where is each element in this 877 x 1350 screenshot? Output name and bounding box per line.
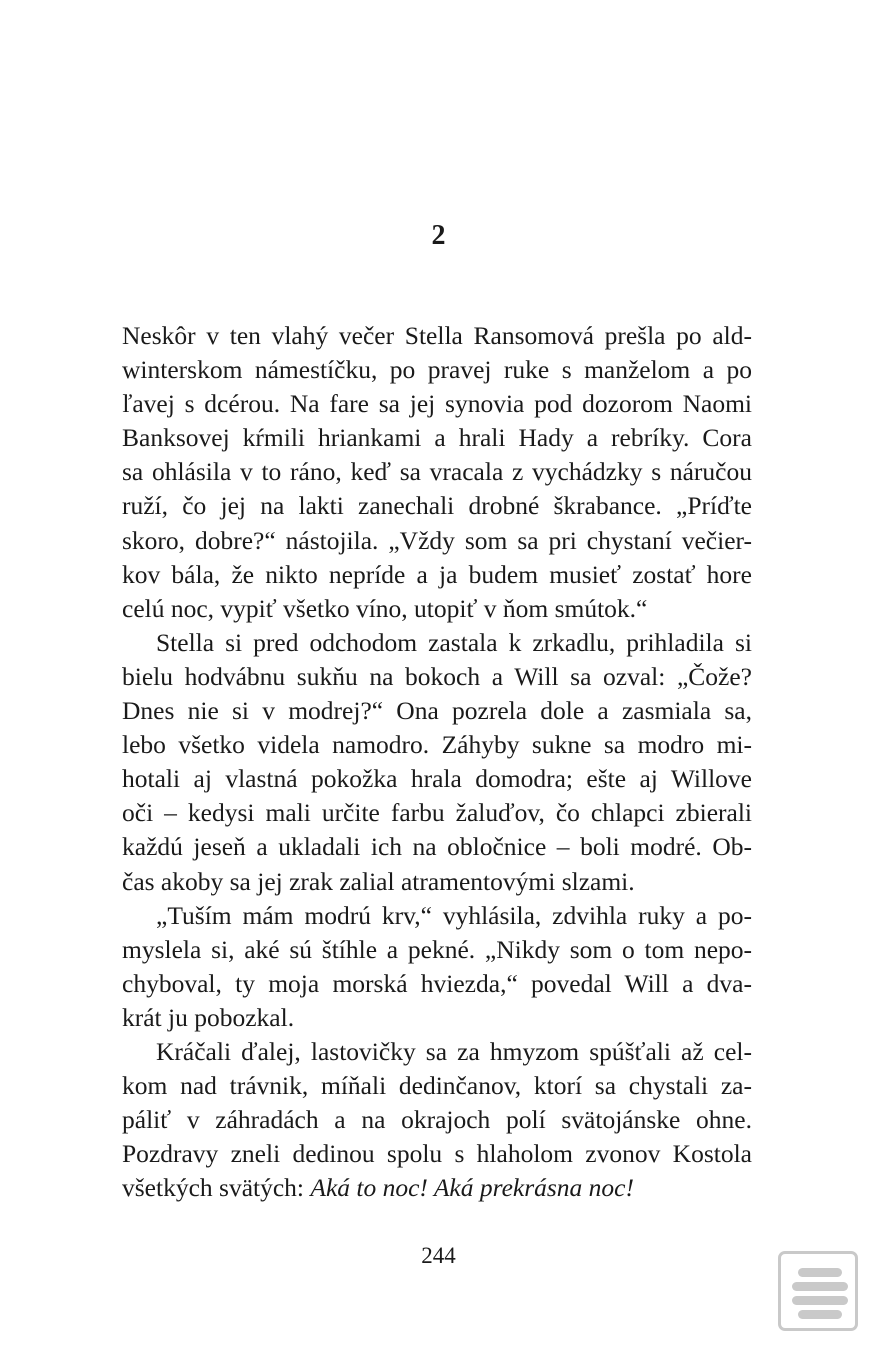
- text-line: páliť v záhradách a na okrajoch polí svätojánske ohne.: [122, 1105, 752, 1135]
- text-line: celú noc, vypiť všetko víno, utopiť v ňom smútok.“: [122, 593, 648, 623]
- text-line-normal: všetkých svätých:: [122, 1173, 311, 1203]
- text-line: oči – kedysi mali určite farbu žaluďov, čo chlapci zbierali: [122, 798, 752, 828]
- text-line: Stella si pred odchodom zastala k zrkadlu, prihladila si: [156, 627, 752, 657]
- text-line: myslela si, aké sú štíhle a pekné. „Nikdy som o tom nepo-: [122, 934, 752, 964]
- text-line: každú jeseň a ukladali ich na obločnice – boli modré. Ob-: [122, 832, 752, 862]
- text-line: winterskom námestíčku, po pravej ruke s manželom a po: [122, 355, 752, 385]
- text-line: ľavej s dcérou. Na fare sa jej synovia pod dozorom Naomi: [122, 389, 752, 419]
- text-line: kov bála, že nikto nepríde a ja budem musieť zostať hore: [122, 559, 752, 589]
- text-line: skoro, dobre?“ nástojila. „Vždy som sa pri chystaní večier-: [122, 525, 752, 555]
- text-line: Neskôr v ten vlahý večer Stella Ransomová prešla po ald-: [122, 321, 752, 350]
- text-line-italic: Aká to noc! Aká prekrásna noc!: [310, 1173, 634, 1203]
- text-line: [122, 1171, 752, 1205]
- text-line: Dnes nie si v modrej?“ Ona pozrela dole a zasmiala sa,: [122, 696, 752, 726]
- text-line: čas akoby sa jej zrak zalial atramentovými slzami.: [122, 866, 635, 896]
- chapter-number: 2: [431, 220, 446, 251]
- text-line: bielu hodvábnu sukňu na bokoch a Will sa ozval: „Čože?: [122, 661, 752, 691]
- menu-button[interactable]: [778, 1251, 858, 1331]
- text-line: hotali aj vlastná pokožka hrala domodra; ešte aj Willove: [122, 764, 752, 794]
- text-line: kom nad trávnik, míňali dedinčanov, ktorí sa chystali za-: [122, 1071, 752, 1101]
- text-line: „Tuším mám modrú krv,“ vyhlásila, zdvihla ruky a po-: [156, 900, 752, 930]
- page-number: 244: [421, 1243, 456, 1268]
- text-line: krát ju pobozkal.: [122, 1002, 295, 1032]
- text-line: ruží, čo jej na lakti zanechali drobné škrabance. „Príďte: [122, 491, 752, 521]
- text-line: lebo všetko videla namodro. Záhyby sukne sa modro mi-: [122, 730, 752, 760]
- text-line: Kráčali ďalej, lastovičky sa za hmyzom spúšťali až cel-: [156, 1036, 752, 1066]
- text-line: chyboval, ty moja morská hviezda,“ povedal Will a dva-: [122, 968, 752, 998]
- body-text: [122, 319, 752, 1205]
- text-line: sa ohlásila v to ráno, keď sa vracala z vychádzky s náručou: [122, 457, 752, 487]
- text-line: Pozdravy zneli dedinou spolu s hlaholom zvonov Kostola: [122, 1139, 752, 1169]
- text-line: Banksovej kŕmili hriankami a hrali Hady a rebríky. Cora: [122, 423, 752, 453]
